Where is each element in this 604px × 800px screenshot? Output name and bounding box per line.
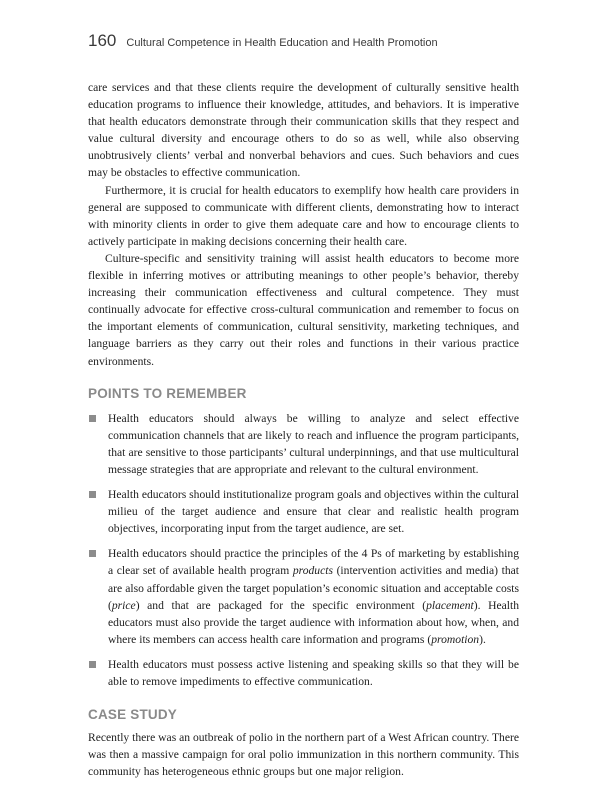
square-bullet-icon xyxy=(89,415,96,422)
square-bullet-icon xyxy=(89,550,96,557)
case-study-heading: CASE STUDY xyxy=(88,707,178,723)
case-study-paragraph: Recently there was an outbreak of polio in the northern part of a West African country. There was then a massive campaign for oral polio immunization in this northern community. This community has heterogeneous ethnic groups but one major religion. xyxy=(88,731,519,779)
body-paragraph: care services and that these clients require the development of culturally sensitive health education programs to influence their knowledge, attitudes, and behaviors. It is imperative that health educators demonstrate through their communication skills that they respect and value cultural diversity and encourage others to do so as well, while also observing unobtrusively clients’ verbal and nonverbal behaviors and cues. Such behaviors and cues may be obstacles to effective communication. xyxy=(88,81,519,180)
emphasis-price: price xyxy=(111,598,136,612)
square-bullet-icon xyxy=(89,661,96,668)
points-list xyxy=(88,410,519,690)
body-paragraph: Culture-specific and sensitivity training will assist health educators to become more flexible in inferring motives or attributing meanings to other people’s behavior, thereby increasing their communication effectiveness and cultural competence. They must continually advocate for effective cross-cultural communication and remember to focus on the important elements of communication, cultural sensitivity, marketing techniques, and language barriers as they carry out their roles and functions in their various practice environments. xyxy=(88,251,519,368)
emphasis-promotion: promotion xyxy=(431,632,480,646)
list-item xyxy=(88,410,519,478)
text-run: ). Health educators must also provide the target audience with information about how, when, and where its members can access health care information and programs ( xyxy=(108,598,520,646)
list-item-text: Health educators should institutionalize program goals and objectives within the cultural milieu of the target audience and ensure that clear and realistic health program objectives, incorporating input from the target audience, are set. xyxy=(108,488,519,536)
text-run: ). xyxy=(479,632,486,646)
page-number: 160 xyxy=(88,31,117,50)
list-item-text: Health educators must possess active listening and speaking skills so that they will be able to remove impediments to effective communication. xyxy=(108,657,519,688)
list-item-text: Health educators should always be willing to analyze and select effective communication channels that are likely to reach and influence the program participants, that are sensitive to those participants’ cultural underpinnings, and that use multicultural message strategies that are appropriate and relevant to the cultural environment. xyxy=(108,411,519,476)
page-body xyxy=(88,79,519,780)
list-item-text xyxy=(108,545,519,648)
text-run: Health educators should practice the principles of the 4 Ps of marketing by establishing a clear set of available health program xyxy=(108,547,519,578)
text-run: (intervention activities and media) that are also affordable given the target population’s economic situation and acceptable costs ( xyxy=(108,564,519,612)
list-item xyxy=(88,656,519,690)
body-paragraph: Furthermore, it is crucial for health educators to exemplify how health care providers in general are supposed to communicate with different clients, demonstrating how to interact with minority clients in order to give them adequate care and how to encourage clients to actively participate in making decisions concerning their health care. xyxy=(88,183,519,248)
emphasis-products: products xyxy=(292,564,333,578)
running-header xyxy=(88,31,438,51)
list-item xyxy=(88,545,519,648)
book-title: Cultural Competence in Health Education and Health Promotion xyxy=(126,37,438,49)
list-item xyxy=(88,486,519,537)
square-bullet-icon xyxy=(89,491,96,498)
text-run: ) and that are packaged for the specific environment ( xyxy=(135,598,427,612)
points-to-remember-heading: POINTS TO REMEMBER xyxy=(88,385,247,401)
emphasis-placement: placement xyxy=(426,598,474,612)
